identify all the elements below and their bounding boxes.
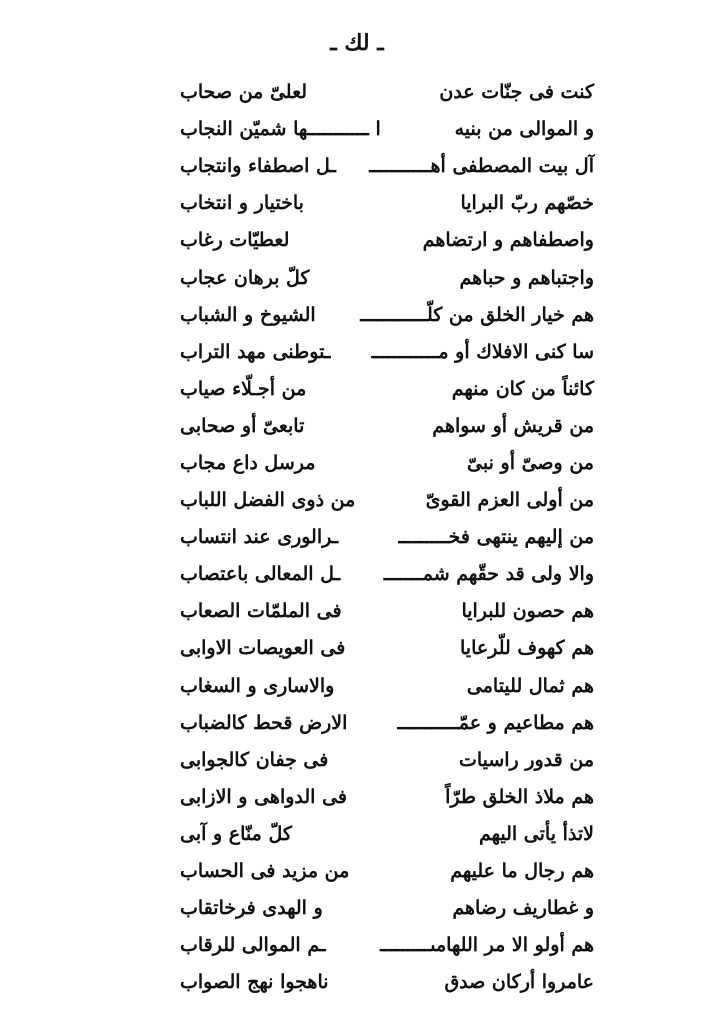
first-hemistich: هم ملاذ الخلق طرّاً [445, 785, 594, 808]
second-hemistich: ـرالورى عند انتساب [180, 526, 339, 549]
verse-line [180, 519, 594, 556]
first-hemistich: سا كنى الافلاك أو مــــــــــــ [371, 340, 594, 363]
verse-line [180, 334, 594, 371]
verse-line [180, 408, 594, 445]
verse-line [180, 964, 594, 1001]
first-hemistich: هم رجال ما عليهم [450, 860, 594, 883]
first-hemistich: من إليهم ينتهى فخـــــــــ [398, 526, 594, 549]
second-hemistich: من ذوى الفضل اللباب [180, 489, 356, 512]
second-hemistich: فى جفان كالجوابى [180, 748, 329, 771]
second-hemistich: ا ـــــــــــها شميّن النجاب [180, 118, 381, 141]
verse-line [180, 297, 594, 334]
second-hemistich: والاسارى و السغاب [180, 674, 335, 697]
verse-line [180, 927, 594, 964]
second-hemistich: لعطيّات رغاب [180, 229, 290, 252]
first-hemistich: كنت فى جنّات عدن [439, 81, 594, 104]
verse-line [180, 593, 594, 630]
second-hemistich: الارض قحط كالضباب [180, 711, 348, 734]
first-hemistich: خصّهم ربّ البرايا [460, 192, 594, 215]
first-hemistich: لاتذأ يأتى اليهم [478, 822, 594, 845]
verse-line [180, 556, 594, 593]
second-hemistich: فى الدواهى و الازابى [180, 785, 347, 808]
first-hemistich: من أولى العزم القوىّ [425, 489, 594, 512]
second-hemistich: الشيوخ و الشباب [180, 303, 316, 326]
second-hemistich: لعلىّ من صحاب [180, 81, 308, 104]
first-hemistich: آل بيت المصطفى أهـــــــــــ [369, 155, 594, 178]
second-hemistich: و الهدى فرخاتقاب [180, 897, 323, 920]
verse-line [180, 74, 594, 111]
verse-line [180, 185, 594, 222]
verse-line [180, 742, 594, 779]
second-hemistich: ـتوطنى مهد التراب [180, 340, 331, 363]
verse-line [180, 630, 594, 667]
first-hemistich: من قريش أو سواهم [432, 414, 594, 437]
second-hemistich: فى العويصات الاوابى [180, 637, 346, 660]
second-hemistich: من أجـلّاء صياب [180, 377, 307, 400]
second-hemistich: تابعىّ أو صحابى [180, 414, 305, 437]
verse-line [180, 148, 594, 185]
second-hemistich: مرسل داع مجاب [180, 451, 316, 474]
second-hemistich: فى الملمّات الصعاب [180, 600, 342, 623]
second-hemistich: كلّ منّاع و آبى [180, 822, 292, 845]
verse-line [180, 853, 594, 890]
first-hemistich: هم كهوف للّرعايا [460, 637, 594, 660]
first-hemistich: هم مطاعيم و عمّـــــــــــ [397, 711, 594, 734]
first-hemistich: و الموالى من بنيه [454, 118, 594, 141]
first-hemistich: هم ثمال لليتامى [466, 674, 594, 697]
verse-line [180, 445, 594, 482]
second-hemistich: ـل المعالى باعتصاب [180, 563, 341, 586]
first-hemistich: هم حصون للبرايا [461, 600, 594, 623]
second-hemistich: ـل اصطفاء وانتجاب [180, 155, 336, 178]
verse-line [180, 668, 594, 705]
second-hemistich: ـم الموالى للرقاب [180, 934, 326, 957]
first-hemistich: واصطفاهم و ارتضاهم [422, 229, 594, 252]
second-hemistich: كلّ برهان عجاب [180, 266, 310, 289]
poem-verses [180, 74, 594, 1001]
second-hemistich: باختيار و انتخاب [180, 192, 304, 215]
verse-line [180, 816, 594, 853]
verse-line [180, 779, 594, 816]
second-hemistich: ناهجوا نهج الصواب [180, 971, 329, 994]
first-hemistich: والا ولى قد حقّهم شمـــــــ [383, 563, 594, 586]
verse-line [180, 705, 594, 742]
page-number: ـ لك ـ [330, 30, 384, 56]
first-hemistich: من قدور راسيات [458, 748, 594, 771]
verse-line [180, 482, 594, 519]
verse-line [180, 222, 594, 259]
first-hemistich: هم أولو الا مر اللهامىـــــــــ [380, 934, 594, 957]
verse-line [180, 890, 594, 927]
first-hemistich: هم خيار الخلق من كلّــــــــــــ [360, 303, 594, 326]
verse-line [180, 371, 594, 408]
verse-line [180, 259, 594, 296]
first-hemistich: عامروا أركان صدق [444, 971, 594, 994]
second-hemistich: من مزيد فى الحساب [180, 860, 350, 883]
first-hemistich: واجتباهم و حباهم [459, 266, 594, 289]
first-hemistich: و غطاريف رضاهم [452, 897, 594, 920]
first-hemistich: كائناً من كان منهم [451, 377, 594, 400]
verse-line [180, 111, 594, 148]
first-hemistich: من وصىّ أو نبىّ [467, 451, 594, 474]
